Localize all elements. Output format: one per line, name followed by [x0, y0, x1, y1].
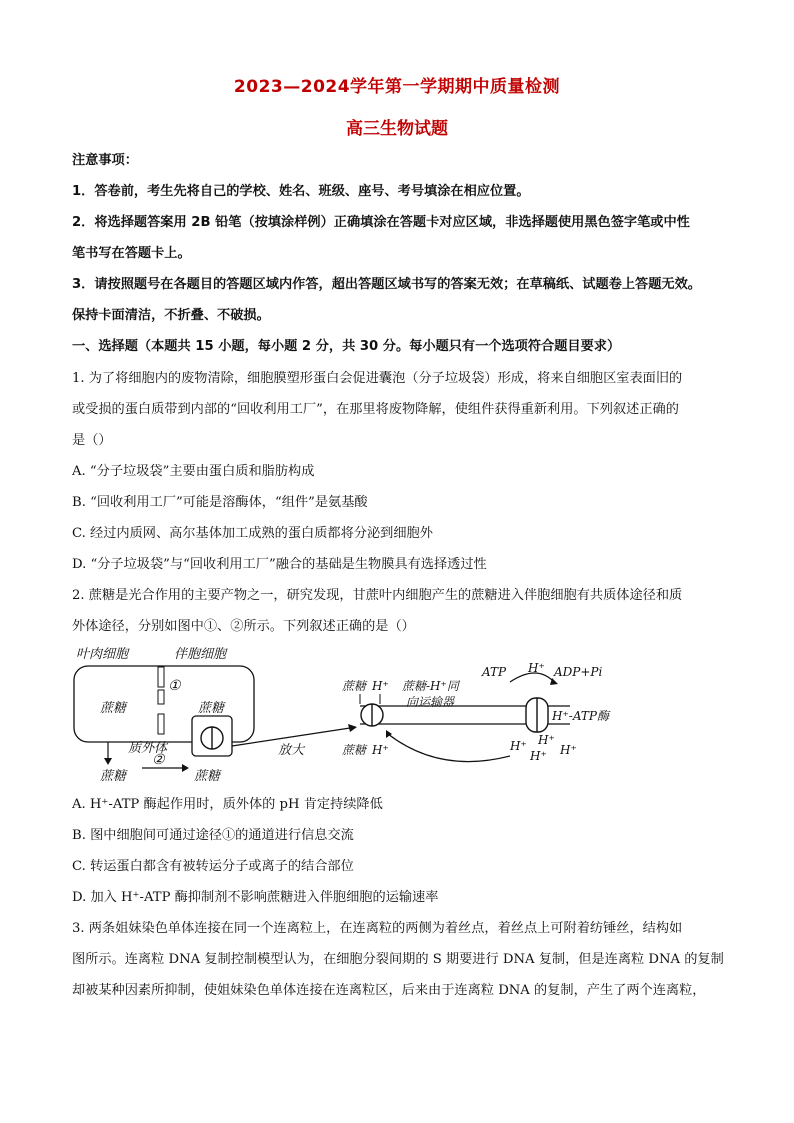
q3-stem-line-1: 3. 两条姐妹染色单体连接在同一个连离粒上，在连离粒的两侧为着丝点，着丝点上可附着纺锤丝，结构如: [72, 921, 683, 936]
q1-option-c: C. 经过内质网、高尔基体加工成熟的蛋白质都将分泌到细胞外: [72, 526, 433, 541]
label-h-pump-top: H⁺: [528, 661, 545, 675]
q2-option-d: D. 加入 H⁺-ATP 酶抑制剂不影响蔗糖进入伴胞细胞的运输速率: [72, 890, 439, 905]
label-sucrose-lower: 蔗糖: [342, 743, 367, 757]
notice-item-3-line-1: 3．请按照题号在各题目的答题区域内作答，超出答题区域书写的答案无效；在草稿纸、试题卷上答题无效。: [72, 277, 701, 292]
exam-title: 2023—2024学年第一学期期中质量检测: [233, 77, 561, 97]
label-sucrose-left: 蔗糖: [100, 701, 127, 716]
q2-option-b: B. 图中细胞间可通过途径①的通道进行信息交流: [72, 828, 354, 843]
q1-option-b: B. “回收利用工厂”可能是溶酶体，“组件”是氨基酸: [72, 495, 368, 510]
label-adp-pi: ADP+Pi: [554, 665, 603, 679]
q1-option-d: D. “分子垃圾袋”与“回收利用工厂”融合的基础是生物膜具有选择透过性: [72, 557, 487, 572]
label-h-a: H⁺: [510, 739, 527, 753]
label-companion: 伴胞细胞: [174, 647, 227, 662]
label-sucrose-bottom-left: 蔗糖: [100, 769, 127, 784]
sucrose-transport-figure: [70, 642, 630, 790]
label-symporter-1: 蔗糖-H⁺同: [402, 679, 459, 693]
notice-item-3-line-2: 保持卡面清洁，不折叠、不破损。: [72, 308, 270, 323]
section-heading: 一、选择题（本题共 15 小题，每小题 2 分，共 30 分。每小题只有一个选项符合题目要求）: [72, 339, 621, 354]
q2-option-c: C. 转运蛋白都含有被转运分子或离子的结合部位: [72, 859, 354, 874]
q1-stem-line-3: 是（）: [72, 433, 112, 448]
q2-stem-line-2: 外体途径，分别如图中①、②所示。下列叙述正确的是（）: [72, 619, 415, 634]
label-mesophyll: 叶肉细胞: [76, 647, 129, 662]
notice-item-2-line-2: 笔书写在答题卡上。: [72, 246, 191, 261]
q1-stem-line-1: 1. 为了将细胞内的废物清除，细胞膜塑形蛋白会促进囊泡（分子垃圾袋）形成，将来自细胞区室表面旧的: [72, 371, 683, 386]
label-atp: ATP: [482, 665, 507, 679]
label-symporter-2: 向运输器: [406, 695, 455, 709]
q3-stem-line-2: 图所示。连离粒 DNA 复制控制模型认为，在细胞分裂间期的 S 期要进行 DNA 复制，但是连离粒 DNA 的复制: [72, 952, 724, 967]
notice-heading: 注意事项：: [72, 153, 138, 168]
q2-stem-line-1: 2. 蔗糖是光合作用的主要产物之一，研究发现，甘蔗叶内细胞产生的蔗糖进入伴胞细胞有共质体途径和质: [72, 588, 683, 603]
q2-option-a: A. H⁺-ATP 酶起作用时，质外体的 pH 肯定持续降低: [72, 797, 383, 812]
label-atpase: H⁺-ATP酶: [552, 709, 609, 723]
label-h-d: H⁺: [560, 743, 577, 757]
notice-item-1: 1．答卷前，考生先将自己的学校、姓名、班级、座号、考号填涂在相应位置。: [72, 184, 530, 199]
label-h-b: H⁺: [538, 733, 555, 747]
label-h-lower: H⁺: [372, 743, 389, 757]
label-path1: ①: [168, 678, 181, 694]
label-sucrose-right: 蔗糖: [198, 701, 225, 716]
label-enlarge: 放大: [278, 743, 305, 758]
q3-stem-line-3: 却被某种因素所抑制，使姐妹染色单体连接在连离粒区，后来由于连离粒 DNA 的复制，产生了两个连离粒，: [72, 983, 706, 998]
exam-subtitle: 高三生物试题: [346, 119, 448, 139]
q1-option-a: A. “分子垃圾袋”主要由蛋白质和脂肪构成: [72, 464, 315, 479]
notice-item-2-line-1: 2．将选择题答案用 2B 铅笔（按填涂样例）正确填涂在答题卡对应区域，非选择题使用黑色签字笔或中性: [72, 215, 690, 230]
label-h-c: H⁺: [530, 749, 547, 763]
label-sucrose-bottom-right: 蔗糖: [194, 769, 221, 784]
q1-stem-line-2: 或受损的蛋白质带到内部的“回收利用工厂”，在那里将废物降解，使组件获得重新利用。下列叙述正确的: [72, 402, 679, 417]
label-sucrose-top: 蔗糖: [342, 679, 367, 693]
label-path2: ②: [152, 752, 165, 768]
label-h-top: H⁺: [372, 679, 389, 693]
label-apoplast: 质外体: [128, 741, 168, 756]
